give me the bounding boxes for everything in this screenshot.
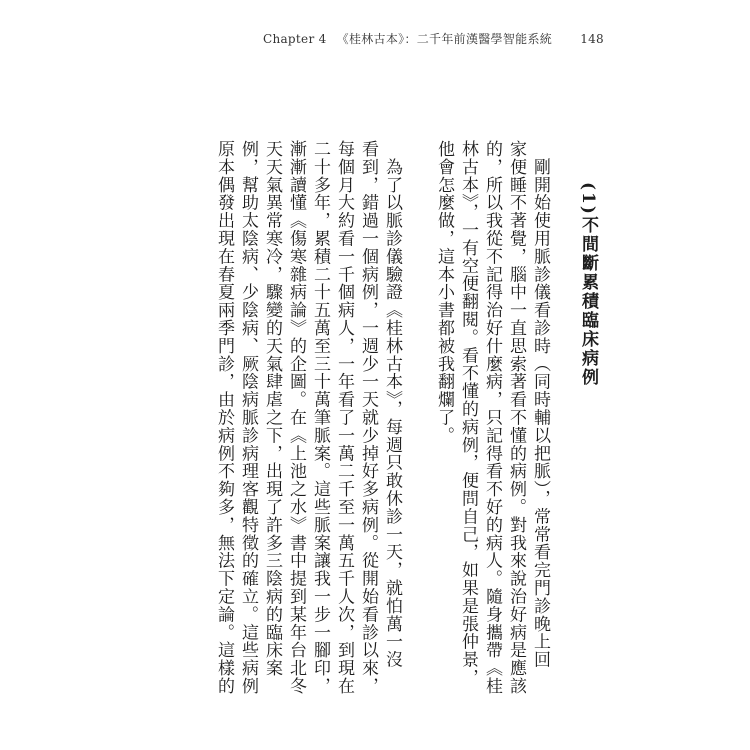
chapter-title: 《桂林古本》：二千年前漢醫學智能系統: [336, 32, 553, 46]
text-column: 看到，錯過一個病例，一週少一天就少掉好多病例。從開始看診以來，: [358, 140, 378, 695]
paragraph-1: [432, 140, 552, 700]
section-heading: [576, 182, 600, 742]
page-number: 148: [580, 32, 604, 46]
vertical-text-body: [212, 140, 600, 700]
text-column: 例，幫助太陰病、少陰病、厥陰病脈診病理客觀特徵的確立。這些病例: [238, 140, 258, 695]
text-column: 二十多年，累積二十五萬至三十萬筆脈案。這些脈案讓我一步一腳印，: [310, 140, 330, 695]
text-column: 的，所以我從不記得治好什麼病，只記得看不好的病人。隨身攜帶《桂: [482, 140, 502, 695]
running-header: [257, 30, 604, 47]
text-column: 他會怎麼做，這本小書都被我翻爛了。: [434, 140, 454, 445]
paragraph-2: [212, 140, 404, 700]
text-column: 每個月大約看一千個病人，一年看了一萬二千至一萬五千人次，到現在: [334, 140, 354, 695]
text-column: 漸漸讀懂《傷寒雜病論》的企圖。在《上池之水》書中提到某年台北冬: [286, 140, 306, 695]
section-title: 不間斷累積臨床病例: [578, 215, 598, 387]
text-column: 天天氣異常寒冷，驟變的天氣肆虐之下，出現了許多三陰病的臨床案: [262, 140, 282, 677]
text-column: 林古本》，一有空便翻閱。看不懂的病例，便問自己，如果是張仲景，: [458, 140, 478, 687]
text-column: 家便睡不著覺，腦中一直思索著看不懂的病例。對我來說治好病是應該: [506, 140, 526, 695]
text-column: 為了以脈診儀驗證《桂林古本》，每週只敢休診一天，就怕萬一沒: [382, 140, 402, 669]
text-column: 剛開始使用脈診儀看診時（同時輔以把脈），常常看完門診晚上回: [530, 140, 550, 669]
chapter-label: Chapter 4: [262, 32, 327, 46]
section-number: (1): [578, 182, 598, 216]
text-column: 原本偶發出現在春夏兩季門診，由於病例不夠多，無法下定論。這樣的: [214, 140, 234, 695]
